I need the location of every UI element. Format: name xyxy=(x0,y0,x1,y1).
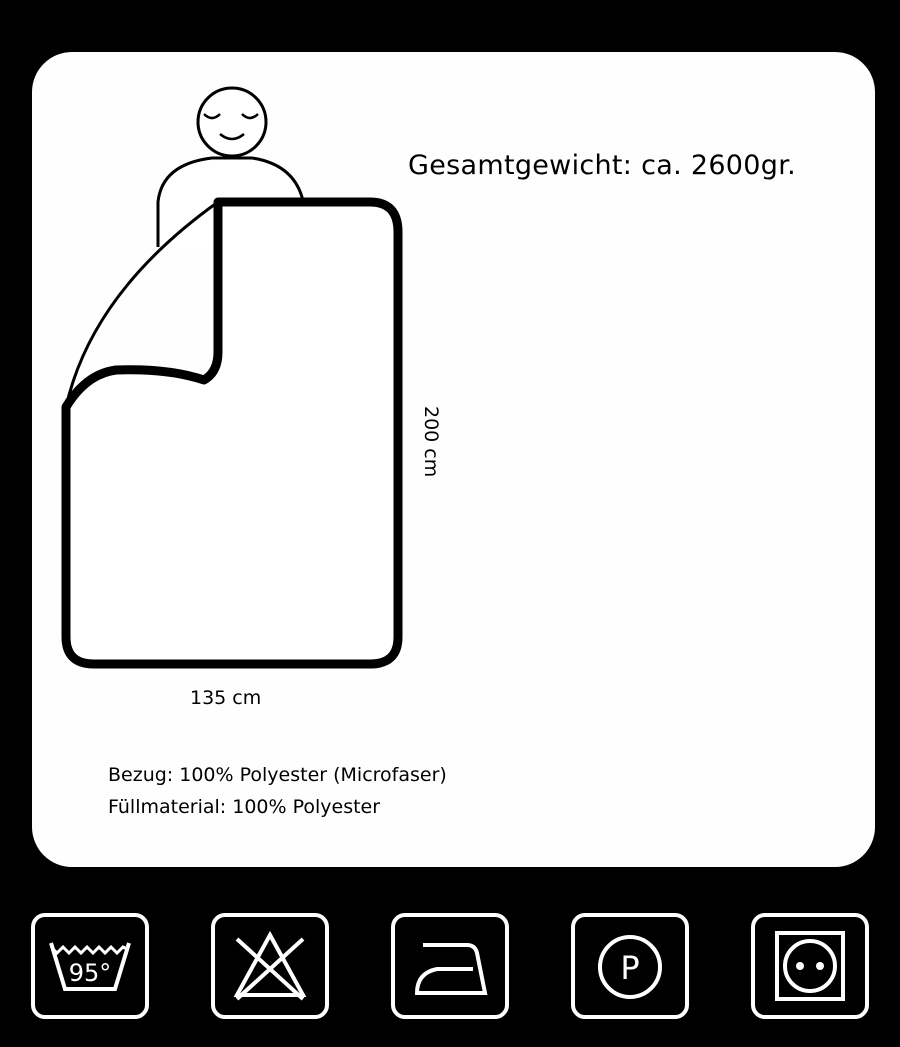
care-symbols-bar xyxy=(0,905,900,1025)
product-info-panel xyxy=(32,52,875,867)
no-bleach-icon xyxy=(211,913,329,1019)
iron-icon xyxy=(391,913,509,1019)
dry-clean-letter: P xyxy=(620,949,640,987)
wash-95-icon xyxy=(31,913,149,1019)
duvet-icon xyxy=(66,202,398,664)
height-dimension-label: 200 cm xyxy=(420,406,442,478)
cover-material-label: Bezug: 100% Polyester (Microfaser) xyxy=(108,764,447,786)
filling-material-label: Füllmaterial: 100% Polyester xyxy=(108,796,381,818)
tumble-dry-icon xyxy=(751,913,869,1019)
dry-clean-p-icon xyxy=(571,913,689,1019)
total-weight-label: Gesamtgewicht: ca. 2600gr. xyxy=(408,150,797,181)
wash-temperature-label: 95° xyxy=(68,959,112,987)
width-dimension-label: 135 cm xyxy=(190,687,262,709)
